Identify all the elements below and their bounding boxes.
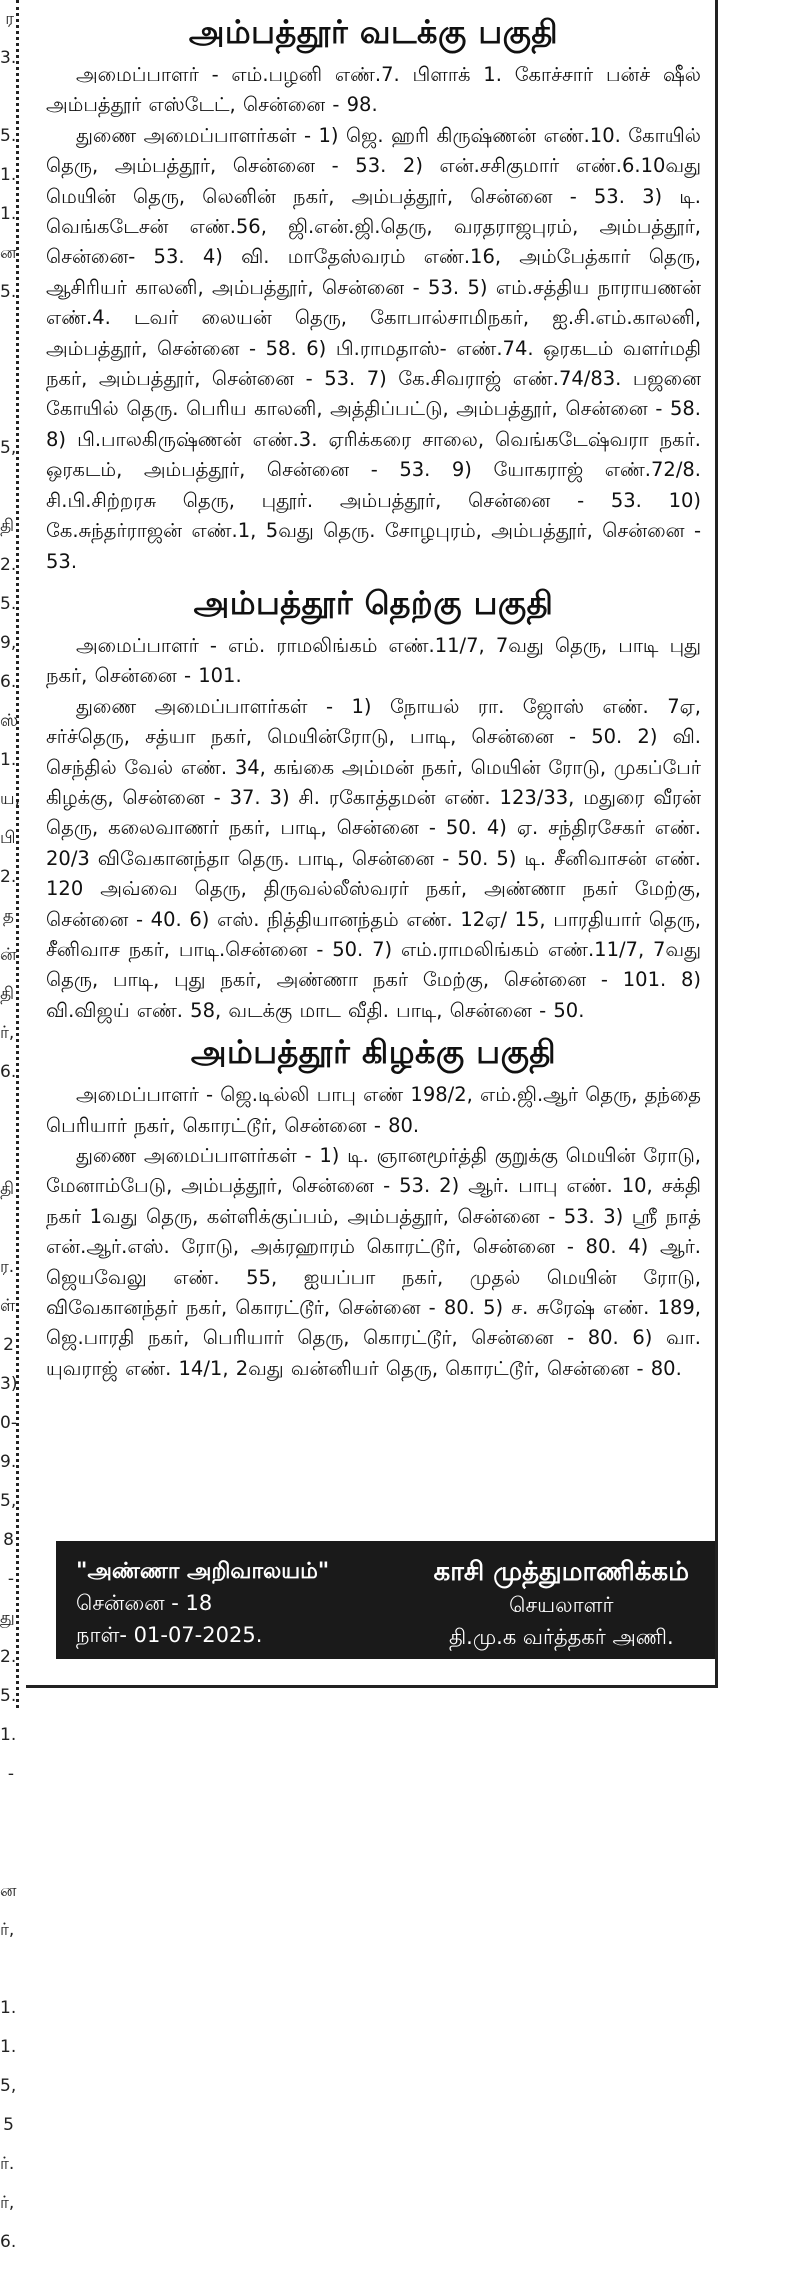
margin-fragment	[0, 1958, 16, 1997]
section-title-north: அம்பத்தூர் வடக்கு பகுதி	[188, 13, 559, 51]
margin-fragment: ர.	[0, 1257, 15, 1277]
margin-fragment: 5.	[0, 282, 17, 302]
margin-fragment: த	[2, 906, 14, 926]
margin-fragment: ர்,	[0, 2193, 15, 2213]
adjacent-column-fragment	[0, 0, 21, 2252]
margin-fragment: 5,	[0, 1491, 17, 1511]
margin-fragment: 2	[3, 1335, 14, 1355]
margin-fragment	[0, 359, 16, 398]
footer-address	[76, 1555, 329, 1651]
margin-fragment: ன்	[0, 945, 17, 965]
office-city: சென்னை - 18	[76, 1591, 213, 1615]
margin-fragment: ன	[0, 1881, 17, 1901]
margin-fragment: 2.	[0, 1647, 17, 1667]
margin-fragment: ர	[5, 9, 14, 29]
margin-fragment: 3.	[0, 48, 17, 68]
margin-fragment	[0, 1100, 16, 1139]
margin-fragment: ள்	[0, 1296, 16, 1316]
margin-fragment: பி.	[0, 828, 21, 848]
margin-fragment: ஸ்	[0, 711, 19, 731]
notice-date: நாள்- 01-07-2025.	[76, 1622, 263, 1647]
margin-fragment	[0, 1841, 16, 1880]
deputies-south: துணை அமைப்பாளர்கள் - 1) நோயல் ரா. ஜோஸ் எண். 7ஏ, சர்ச்தெரு, சத்யா நகர், மெயின்ரோடு, பாடி, சென்னை - 50. 2) வி. செந்தில் வேல் எண். 34, கங்கை அம்மன் நகர், மெயின் ரோடு, முகப்பேர் கிழக்கு, சென்னை - 37. 3) சி. ரகோத்தமன் எண். 123/33, மதுரை வீரன் தெரு, கலைவாணர் நகர், பாடி, சென்னை - 50. 4) ஏ. சந்திரசேகர் எண். 20/3 விவேகானந்தா தெரு. பாடி, சென்னை - 50. 5) டி. சீனிவாசன் எண். 120 அவ்வை தெரு, திருவல்லீஸ்வரர் நகர், அண்ணா நகர் மேற்கு, சென்னை - 40. 6) எஸ். நித்தியானந்தம் எண். 12ஏ/ 15, பாரதியார் தெரு, சீனிவாச நகர், பாடி.சென்னை - 50. 7) எம்.ராமலிங்கம் எண்.11/7, 7வது தெரு, பாடி, புது நகர், அண்ணா நகர் மேற்கு, சென்னை - 101. 8) வி.விஜய் எண். 58, வடக்கு மாட வீதி. பாடி, சென்னை - 50.	[46, 694, 701, 1022]
organizer-east: அமைப்பாளர் - ஜெ.டில்லி பாபு எண் 198/2, எம்.ஜி.ஆர் தெரு, தந்தை பெரியார் நகர், கொரட்டூர், சென்னை - 80.	[46, 1083, 701, 1137]
section-north	[46, 12, 701, 577]
margin-fragment: 1.	[0, 2037, 17, 2057]
margin-fragment: 2.	[0, 867, 17, 887]
organizer-north: அமைப்பாளர் - எம்.பழனி எண்.7. பிளாக் 1. கோச்சார் பன்ச் ஷீல் அம்பத்தூர் எஸ்டேட், சென்னை - 98.	[46, 63, 701, 117]
margin-fragment: 5,	[0, 2076, 17, 2096]
section-title-south: அம்பத்தூர் தெற்கு பகுதி	[193, 583, 554, 622]
notice-column	[26, 0, 718, 1688]
margin-fragment: தி	[0, 984, 14, 1004]
margin-fragment: 8	[3, 1530, 14, 1550]
organizer-south: அமைப்பாளர் - எம். ராமலிங்கம் எண்.11/7, 7வது தெரு, பாடி புது நகர், சென்னை - 101.	[46, 633, 701, 688]
margin-fragment: 1.	[0, 750, 17, 770]
deputies-north: துணை அமைப்பாளர்கள் - 1) ஜெ. ஹரி கிருஷ்ணன் எண்.10. கோயில் தெரு, அம்பத்தூர், சென்னை - 53. 2) என்.சசிகுமார் எண்.6.10வது மெயின் தெரு, லெனின் நகர், அம்பத்தூர், சென்னை - 53. 3) டி. வெங்கடேசன் எண்.56, ஜி.என்.ஜி.தெரு, வரதராஜபுரம், அம்பத்தூர், சென்னை- 53. 4) வி. மாதேஸ்வரம் எண்.16, அம்பேத்கார் தெரு, ஆசிரியர் காலனி, அம்பத்தூர், சென்னை - 53. 5) எம்.சத்திய நாராயணன் எண்.4. டவர் லையன் தெரு, கோபால்சாமிநகர், ஐ.சி.எம்.காலனி, அம்பத்தூர், சென்னை - 58. 6) பி.ராமதாஸ்- எண்.74. ஒரகடம் வளர்மதி நகர், அம்பத்தூர், சென்னை - 53. 7) கே.சிவராஜ் எண்.74/83. பஜனை கோயில் தெரு. பெரிய காலனி, அத்திப்பட்டு, அம்பத்தூர், சென்னை - 58. 8) பி.பாலகிருஷ்ணன் எண்.3. ஏரிக்கரை சாலை, வெங்கடேஷ்வரா நகர். ஒரகடம், அம்பத்தூர், சென்னை - 53. 9) யோகராஜ் எண்.72/8. சி.பி.சிற்றரசு தெரு, புதூர். அம்பத்தூர், சென்னை - 53. 10) கே.சுந்தர்ராஜன் எண்.1, 5வது தெரு. சோழபுரம், அம்பத்தூர், சென்னை - 53.	[46, 123, 701, 573]
margin-fragment: 6.	[0, 1062, 17, 1082]
office-name: "அண்ணா அறிவாலயம்"	[76, 1559, 330, 1584]
margin-fragment: 1.	[0, 165, 17, 185]
margin-fragment: தி	[0, 1179, 14, 1199]
footer-signatory	[434, 1555, 689, 1653]
margin-fragment: 5	[3, 2115, 14, 2135]
signature-footer	[56, 1541, 715, 1659]
section-title-east: அம்பத்தூர் கிழக்கு பகுதி	[190, 1033, 557, 1072]
margin-fragment: 1.	[0, 1725, 17, 1745]
margin-fragment: 5.	[0, 1686, 17, 1706]
margin-fragment: ர்,	[0, 1023, 15, 1043]
section-east	[46, 1032, 701, 1384]
margin-fragment	[0, 320, 16, 359]
margin-fragment: 3)	[0, 1374, 18, 1394]
margin-fragment: 5.	[0, 594, 17, 614]
margin-fragment: -	[7, 1764, 14, 1784]
margin-fragment: ர்,	[0, 1920, 15, 1940]
margin-fragment: 1.	[0, 204, 17, 224]
margin-fragment: ர்.	[0, 2154, 15, 2174]
margin-fragment	[0, 398, 16, 437]
margin-fragment: 0-	[0, 1413, 17, 1433]
margin-fragment: 5.	[0, 126, 17, 146]
signer-wing: தி.மு.க வர்த்தகர் அணி.	[448, 1624, 674, 1649]
margin-fragment	[0, 1802, 16, 1841]
margin-fragment	[0, 1217, 16, 1256]
margin-fragment	[0, 1139, 16, 1178]
margin-fragment: 2.	[0, 555, 17, 575]
margin-fragment: 1.	[0, 1998, 17, 2018]
signer-role: செயலாளர்	[509, 1593, 614, 1618]
margin-fragment: 9.	[0, 1452, 17, 1472]
margin-fragment: 5,	[0, 438, 17, 458]
margin-fragment	[0, 476, 16, 515]
margin-fragment: ய,	[0, 789, 20, 809]
margin-fragment: 9,	[0, 633, 17, 653]
deputies-east: துணை அமைப்பாளர்கள் - 1) டி. ஞானமூர்த்தி குறுக்கு மெயின் ரோடு, மேனாம்பேடு, அம்பத்தூர், சென்னை - 53. 2) ஆர். பாபு எண். 10, சக்தி நகர் 1வது தெரு, கள்ளிக்குப்பம், அம்பத்தூர், சென்னை - 53. 3) ஸ்ரீ நாத் என்.ஆர்.எஸ். ரோடு, அக்ரஹாரம் கொரட்டூர், சென்னை - 80. 4) ஆர். ஜெயவேலு எண். 55, ஐயப்பா நகர், முதல் மெயின் ரோடு, விவேகானந்தர் நகர், கொரட்டூர், சென்னை - 80. 5) ச. சுரேஷ் எண். 189, ஜெ.பாரதி நகர், பெரியார் தெரு, கொரட்டூர், சென்னை - 80. 6) வா. யுவராஜ் எண். 14/1, 2வது வன்னியர் தெரு, கொரட்டூர், சென்னை - 80.	[46, 1144, 701, 1380]
margin-fragment: -	[7, 1569, 14, 1589]
margin-fragment: தி	[0, 516, 14, 536]
section-south	[46, 583, 701, 1026]
margin-fragment: ன	[0, 243, 17, 263]
margin-fragment: து	[0, 1608, 15, 1628]
margin-fragment: 6.	[0, 2232, 17, 2252]
margin-fragment	[0, 86, 16, 125]
signer-name: காசி முத்துமாணிக்கம்	[433, 1557, 689, 1587]
margin-fragment: 6.	[0, 672, 17, 692]
